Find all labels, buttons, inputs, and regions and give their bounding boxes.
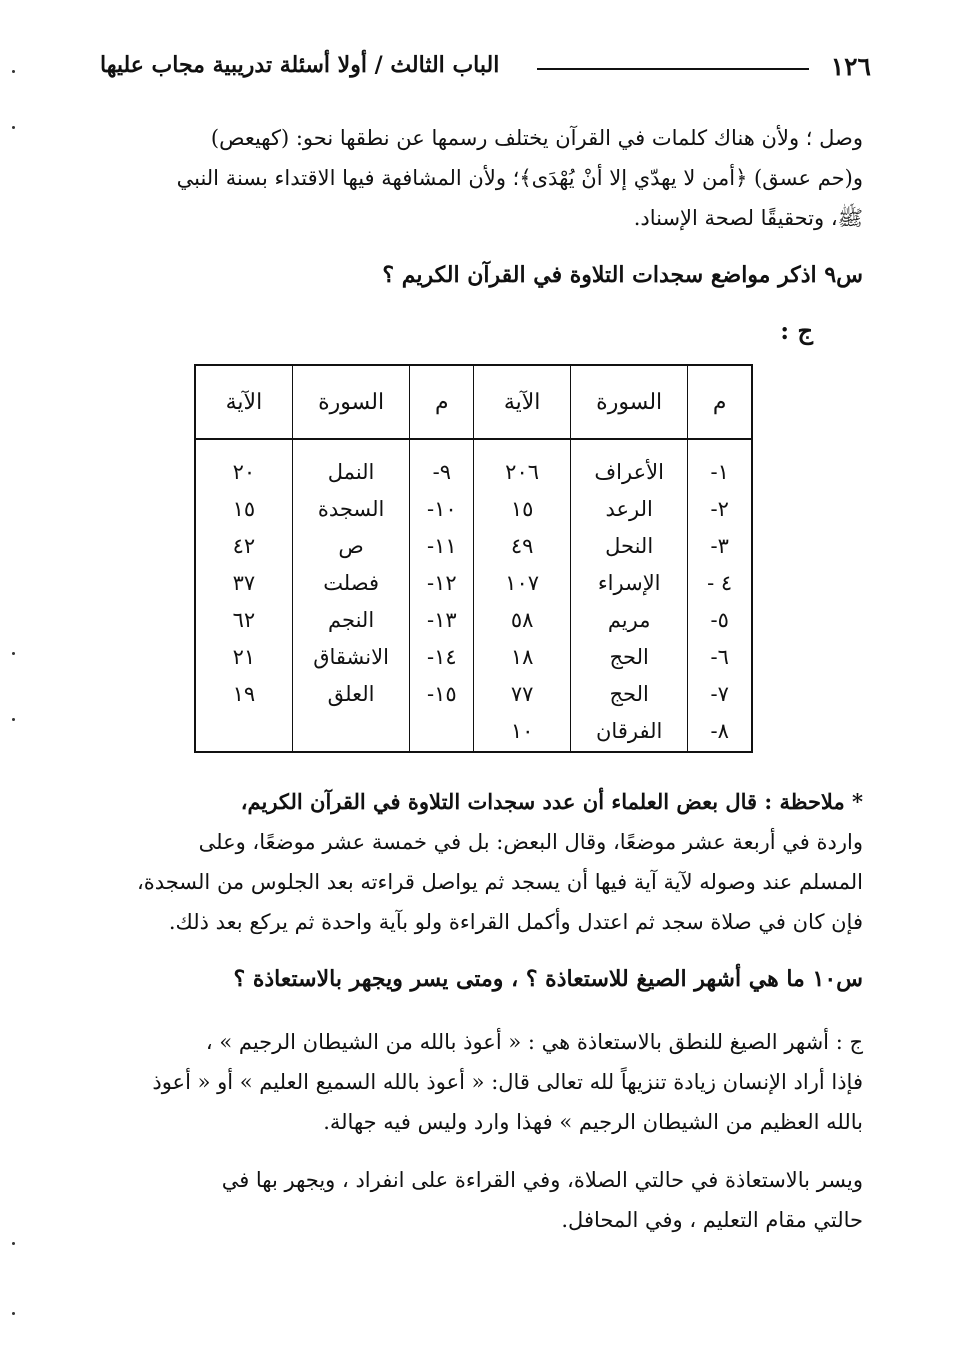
table-cell: الأعراف (594, 460, 664, 484)
table-cell: الفرقان (596, 719, 663, 743)
table-cell: ١١- (426, 534, 457, 558)
table-cell: فصلت (323, 571, 380, 595)
table-cell: ٥٨ (510, 608, 534, 632)
table-cell: الرعد (605, 497, 653, 521)
table-cell: ١٣- (426, 608, 457, 632)
table-cell: ٤ - (707, 571, 733, 595)
number-column (410, 439, 474, 752)
table-cell: النمل (327, 460, 375, 484)
table-cell: الانشقاق (313, 645, 389, 669)
scan-speck (12, 718, 15, 721)
intro-line: و(حم عسق) ﴿أمن لا يهدّي إلا أنْ يُهْدَى﴾؛ ولأن المشافهة فيها الاقتداء بسنة النبي (176, 166, 863, 190)
question-10: س١٠ ما هي أشهر الصيغ للاستعاذة ؟ ، ومتى يسر ويجهر بالاستعاذة ؟ (233, 966, 863, 992)
scan-speck (12, 126, 15, 129)
table-row (195, 439, 752, 752)
intro-line: ﷺ، وتحقيقًا لصحة الإسناد. (633, 206, 863, 230)
table-header-row (195, 365, 752, 439)
table-cell: ٦٢ (232, 608, 256, 632)
table-cell: ٢١ (232, 645, 256, 669)
table-cell: ٣٧ (232, 571, 256, 595)
surah-column (571, 439, 688, 752)
table-cell: ٧- (710, 682, 729, 706)
table-cell: ٤٢ (232, 534, 256, 558)
note-paragraph (108, 782, 863, 942)
answer-line: ج : أشهر الصيغ للنطق بالاستعاذة هي : « أعوذ بالله من الشيطان الرجيم » ، (205, 1030, 863, 1054)
table-cell: ١٥ (232, 497, 256, 521)
scan-speck (12, 652, 15, 655)
ayah-column (474, 439, 571, 752)
table-cell: النجم (328, 608, 375, 632)
header-rule (537, 68, 809, 70)
note-line: واردة في أربعة عشر موضعًا، وقال البعض: بل في خمسة عشر موضعًا، وعلى (198, 830, 863, 854)
table-cell: ١٥- (426, 682, 457, 706)
col-header-ayah: الآية (474, 365, 571, 439)
chapter-title: الباب الثالث / أولا أسئلة تدريبية مجاب عليها (100, 52, 500, 78)
recitation-paragraph (108, 1160, 863, 1240)
table-cell: ٤٩ (510, 534, 534, 558)
table-cell: ١٢- (426, 571, 457, 595)
table-cell: ٢- (710, 497, 729, 521)
intro-paragraph (108, 118, 863, 238)
scan-speck (12, 1312, 15, 1315)
table-cell: ١٥ (510, 497, 534, 521)
table-cell: ٣- (710, 534, 729, 558)
surah-column (292, 439, 410, 752)
table-cell: ١٠- (426, 497, 457, 521)
answer-line: فإذا أراد الإنسان زيادة تنزيهاً لله تعالى قال: « أعوذ بالله السميع العليم » أو « أعوذ (152, 1070, 863, 1094)
number-column (688, 439, 752, 752)
table-cell: ١٨ (510, 645, 534, 669)
sajdah-table (194, 364, 753, 753)
table-cell: ١- (710, 460, 729, 484)
answer-10-paragraph (108, 1022, 863, 1142)
col-header-surah: السورة (571, 365, 688, 439)
table-cell: ٦- (710, 645, 729, 669)
col-header-number: م (410, 365, 474, 439)
table-cell: ٥- (710, 608, 729, 632)
intro-line: وصل ؛ ولأن هناك كلمات في القرآن يختلف رسمها عن نطقها نحو: (كهيعص) (210, 126, 863, 150)
note-line: المسلم عند وصوله لآية آية فيها أن يسجد ثم يواصل قراءته بعد الجلوس من السجدة، (136, 870, 863, 894)
table-cell: العلق (327, 682, 375, 706)
recitation-line: حالتي مقام التعليم ، وفي المحافل. (561, 1208, 863, 1232)
page-header (100, 44, 871, 84)
col-header-ayah: الآية (195, 365, 292, 439)
table-cell: ١٠ (510, 719, 534, 743)
col-header-number: م (688, 365, 752, 439)
table-cell: السجدة (317, 497, 385, 521)
table-cell: ٢٠٦ (505, 460, 540, 484)
table-cell: ٢٠ (232, 460, 256, 484)
answer-label: ج : (780, 316, 813, 345)
recitation-line: ويسر بالاستعاذة في حالتي الصلاة، وفي القراءة على انفراد ، ويجهر بها في (221, 1168, 863, 1192)
scan-speck (12, 70, 15, 73)
table-cell: الحج (609, 645, 649, 669)
table-cell: ١٠٧ (505, 571, 540, 595)
table-cell: الإسراء (597, 571, 661, 595)
col-header-surah: السورة (292, 365, 410, 439)
table-cell: النحل (605, 534, 654, 558)
scan-speck (12, 1242, 15, 1245)
table-cell: ١٤- (426, 645, 457, 669)
table-cell: مريم (607, 608, 651, 632)
table-cell: ٨- (710, 719, 729, 743)
table-cell: ١٩ (232, 682, 256, 706)
note-line: فإن كان في صلاة سجد ثم اعتدل وأكمل القراءة ولو بآية واحدة ثم يركع بعد ذلك. (168, 910, 863, 934)
ayah-column (195, 439, 292, 752)
table-cell: ص (338, 534, 364, 558)
question-9: س٩ اذكر مواضع سجدات التلاوة في القرآن الكريم ؟ (382, 262, 863, 288)
answer-line: بالله العظيم من الشيطان الرجيم » فهذا وارد وليس فيه جهالة. (323, 1110, 863, 1134)
table-cell: الحج (609, 682, 649, 706)
table-cell: ٩- (432, 460, 451, 484)
note-line: * ملاحظة : قال بعض العلماء أن عدد سجدات التلاوة في القرآن الكريم، (240, 789, 863, 814)
table-cell: ٧٧ (510, 682, 534, 706)
page-number: ١٢٦ (830, 52, 871, 81)
